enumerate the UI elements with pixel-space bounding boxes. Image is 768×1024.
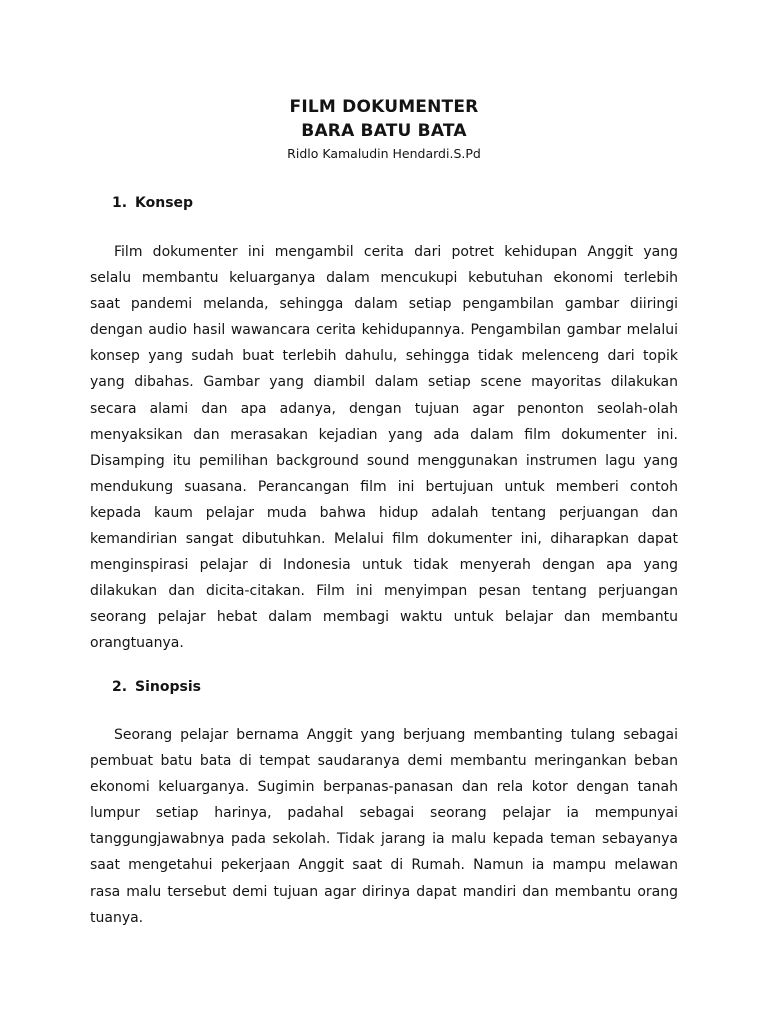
paragraph-line: pembuat batu bata di tempat saudaranya demi membantu meringankan beban	[90, 753, 678, 770]
paragraph-line: seorang pelajar hebat dalam membagi waktu untuk belajar dan membantu	[90, 609, 678, 626]
section-heading-text: Sinopsis	[135, 679, 201, 695]
paragraph-line: kepada kaum pelajar muda bahwa hidup adalah tentang perjuangan dan	[90, 504, 678, 521]
section-paragraph-konsep	[90, 239, 678, 657]
paragraph-line: Film dokumenter ini mengambil cerita dari potret kehidupan Anggit yang	[114, 244, 678, 260]
paragraph-line: ekonomi keluarganya. Sugimin berpanas-panasan dan rela kotor dengan tanah	[90, 779, 678, 796]
section-number: 1.	[112, 195, 128, 211]
paragraph-line: mendukung suasana. Perancangan film ini bertujuan untuk memberi contoh	[90, 478, 678, 495]
document-author: Ridlo Kamaludin Hendardi.S.Pd	[287, 146, 481, 161]
section-heading-sinopsis	[112, 677, 201, 697]
paragraph-line: dilakukan dan dicita-citakan. Film ini menyimpan pesan tentang perjuangan	[90, 583, 678, 600]
paragraph-line: saat mengetahui pekerjaan Anggit saat di Rumah. Namun ia mampu melawan	[90, 857, 678, 874]
paragraph-line: menginspirasi pelajar di Indonesia untuk tidak menyerah dengan apa yang	[90, 557, 678, 574]
document-title-line-2: BARA BATU BATA	[301, 121, 467, 141]
paragraph-line: rasa malu tersebut demi tujuan agar dirinya dapat mandiri dan membantu orang	[90, 883, 678, 900]
paragraph-line: tanggungjawabnya pada sekolah. Tidak jarang ia malu kepada teman sebayanya	[90, 831, 678, 848]
paragraph-line: lumpur setiap harinya, padahal sebagai seorang pelajar ia mempunyai	[90, 805, 678, 822]
paragraph-line: Seorang pelajar bernama Anggit yang berjuang membanting tulang sebagai	[114, 727, 678, 743]
section-number: 2.	[112, 679, 128, 695]
section-paragraph-sinopsis	[90, 722, 678, 931]
section-heading-text: Konsep	[135, 195, 194, 211]
paragraph-line: konsep yang sudah buat terlebih dahulu, sehingga tidak melenceng dari topik	[90, 348, 678, 365]
section-heading-konsep	[112, 193, 193, 213]
paragraph-line: menyaksikan dan merasakan kejadian yang ada dalam film dokumenter ini.	[90, 426, 678, 443]
paragraph-line: tuanya.	[90, 909, 144, 926]
paragraph-line: secara alami dan apa adanya, dengan tujuan agar penonton seolah-olah	[90, 400, 678, 417]
paragraph-line: yang dibahas. Gambar yang diambil dalam setiap scene mayoritas dilakukan	[90, 374, 678, 391]
paragraph-line: Disamping itu pemilihan background sound menggunakan instrumen lagu yang	[90, 452, 678, 469]
document-title-line-1: FILM DOKUMENTER	[289, 97, 479, 117]
paragraph-line: orangtuanya.	[90, 635, 184, 652]
paragraph-line: saat pandemi melanda, sehingga dalam setiap pengambilan gambar diiringi	[90, 296, 678, 313]
paragraph-line: selalu membantu keluarganya dalam mencukupi kebutuhan ekonomi terlebih	[90, 270, 678, 287]
paragraph-line: kemandirian sangat dibutuhkan. Melalui film dokumenter ini, diharapkan dapat	[90, 531, 678, 548]
paragraph-line: dengan audio hasil wawancara cerita kehidupannya. Pengambilan gambar melalui	[90, 322, 678, 339]
